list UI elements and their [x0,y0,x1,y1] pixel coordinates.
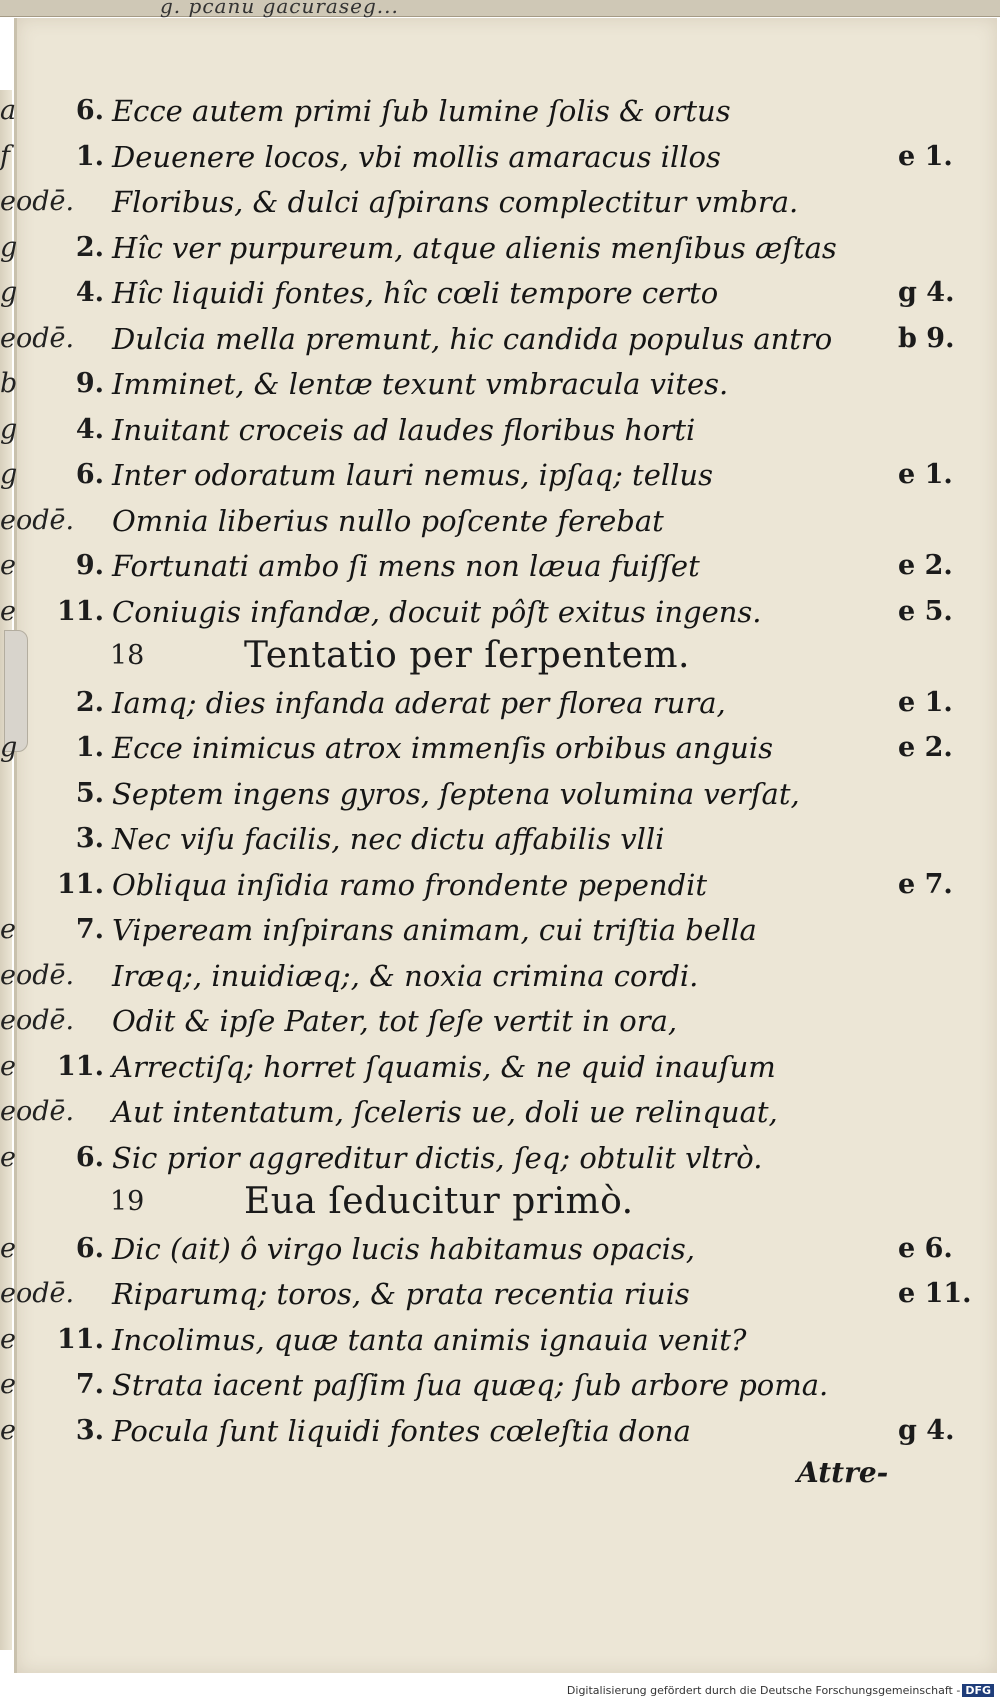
verse-line [0,92,1000,130]
cross-reference: e 2. [898,550,953,581]
line-number: 6. [75,1141,104,1173]
verse-line [0,411,1000,449]
margin-fragment: b [0,368,18,399]
top-page-strip [0,0,1000,17]
verse-line [0,1002,1000,1040]
margin-fragment: e [0,1369,16,1400]
line-number: 4. [75,413,104,445]
verse-text: Dulcia mella premunt, hic candida populus antro [112,321,833,356]
cross-reference: e 5. [898,595,953,627]
verse-text: Omnia liberius nullo poſcente ferebat [112,503,664,538]
cross-reference: e 1. [898,140,953,172]
margin-fragment: g [0,277,18,308]
verse-text: Odit & ipſe Pater, tot ſeſe vertit in ora, [112,1004,678,1038]
verse-text: Incolimus, quæ tanta animis ignauia venit? [112,1322,747,1357]
verse-text: Hîc ver purpureum, atque alienis menſibus æſtas [112,230,837,265]
verse-line [0,1366,1000,1404]
verse-line [0,957,1000,995]
verse-line [0,274,1000,312]
margin-fragment: e [0,1141,16,1173]
section-number: 18 [110,640,145,671]
catchword: Attre- [797,1456,889,1489]
verse-text: Pocula ſunt liquidi fontes cœleſtia dona [112,1413,691,1448]
section-heading [0,1180,1000,1224]
margin-fragment: eodē. [0,1096,75,1127]
verse-line [0,866,1000,904]
verse-line [0,1093,1000,1131]
cross-reference: e 7. [898,868,953,900]
verse-line [0,456,1000,494]
line-number: 9. [75,550,104,581]
line-number: 7. [75,1369,104,1400]
verse-line [0,1275,1000,1313]
verse-line [0,547,1000,585]
verse-text: Vipeream inſpirans animam, cui triſtia bella [112,913,757,947]
section-number: 19 [110,1186,145,1217]
dfg-logo: DFG [962,1684,994,1697]
line-number: 7. [75,914,104,945]
verse-text: Iræq;, inuidiæq;, & noxia crimina cordi. [112,958,699,993]
cross-reference: e 6. [898,1232,953,1264]
verse-line [0,1139,1000,1177]
verse-text: Floribus, & dulci aſpirans complectitur vmbra. [112,185,799,219]
line-number: 11. [57,595,104,627]
section-title: Tentatio per ſerpentem. [244,635,690,676]
line-number: 1. [75,140,104,172]
margin-fragment: g [0,413,18,445]
margin-fragment: e [0,1323,16,1355]
line-number: 11. [57,868,104,900]
line-number: 6. [75,95,104,126]
margin-fragment: e [0,1414,16,1446]
line-number: 11. [57,1323,104,1355]
verse-text: Dic (ait) ô virgo lucis habitamus opacis, [112,1231,696,1266]
line-number: 2. [75,686,104,718]
line-number: 3. [75,1414,104,1446]
line-number: 6. [75,1232,104,1264]
line-number: 2. [75,231,104,263]
line-number: 6. [75,459,104,490]
verse-text: Iamq; dies infanda aderat per florea rura, [112,685,726,720]
credit-text: Digitalisierung gefördert durch die Deutsche Forschungsgemeinschaft - [566,1684,961,1697]
margin-fragment: e [0,595,16,627]
margin-fragment: f [0,140,10,172]
verse-line [0,593,1000,631]
verse-line [0,1230,1000,1268]
cross-reference: b 9. [898,322,955,354]
line-number: 1. [75,732,104,763]
verse-text: Obliqua inſidia ramo frondente pependit [112,867,708,902]
verse-line [0,684,1000,722]
verse-text: Ecce inimicus atrox immenſis orbibus anguis [112,731,773,765]
verse-line [0,365,1000,403]
verse-text: Riparumq; toros, & prata recentia riuis [112,1277,690,1311]
verse-line [0,911,1000,949]
line-number: 4. [75,277,104,308]
verse-line [0,1048,1000,1086]
verse-line [0,320,1000,358]
verse-text: Septem ingens gyros, ſeptena volumina verſat, [112,776,800,811]
margin-fragment: e [0,1050,16,1082]
verse-text: Aut intentatum, ſceleris ue, doli ue relinquat, [112,1095,778,1129]
verse-line [0,775,1000,813]
section-title: Eua ſeducitur primò. [244,1181,634,1222]
margin-fragment: g [0,459,18,490]
verse-text: Deuenere locos, vbi mollis amaracus illos [112,139,721,174]
verse-text: Sic prior aggreditur dictis, ſeq; obtulit vltrò. [112,1140,763,1175]
verse-text: Inuitant croceis ad laudes floribus horti [112,412,696,447]
verse-line [0,820,1000,858]
margin-fragment: eodē. [0,186,75,217]
margin-fragment: g [0,732,18,763]
verse-text: Arrectiſq; horret ſquamis, & ne quid inauſum [112,1049,776,1084]
margin-fragment: e [0,550,16,581]
margin-fragment: g [0,231,18,263]
margin-fragment: eodē. [0,1005,75,1036]
verse-text: Strata iacent paſſim ſua quæq; ſub arbore poma. [112,1368,829,1402]
verse-text: Ecce autem primi ſub lumine ſolis & ortus [112,94,731,128]
verse-text: Coniugis infandæ, docuit pôſt exitus ingens. [112,594,762,629]
cross-reference: e 1. [898,686,953,718]
cross-reference: e 2. [898,732,953,763]
verse-line [0,183,1000,221]
verse-line [0,1321,1000,1359]
margin-fragment: eodē. [0,1278,75,1309]
line-number: 3. [75,823,104,854]
top-fragment-text: g. pcanu gacuraseg... [160,0,399,18]
margin-fragment: a [0,95,17,126]
cross-reference: e 11. [898,1278,972,1309]
section-heading [0,634,1000,678]
line-number: 9. [75,368,104,399]
verse-text: Inter odoratum lauri nemus, ipſaq; tellus [112,458,713,492]
verse-text: Hîc liquidi fontes, hîc cœli tempore certo [112,276,719,310]
verse-line [0,138,1000,176]
verse-text: Nec viſu facilis, nec dictu affabilis vlli [112,822,665,856]
verse-text: Fortunati ambo ſi mens non læua fuiſſet [112,549,700,583]
margin-fragment: e [0,914,16,945]
verse-text: Imminet, & lentæ texunt vmbracula vites. [112,367,729,401]
cross-reference: e 1. [898,459,953,490]
verse-line [0,502,1000,540]
digitization-credit [567,1684,994,1697]
line-number: 11. [57,1050,104,1082]
verse-line [0,229,1000,267]
margin-fragment: e [0,1232,16,1264]
verse-line [0,1412,1000,1450]
margin-fragment: eodē. [0,959,75,991]
cross-reference: g 4. [898,277,955,308]
margin-fragment: eodē. [0,504,75,536]
cross-reference: g 4. [898,1414,955,1446]
margin-fragment: eodē. [0,322,75,354]
line-number: 5. [75,777,104,809]
verse-line [0,729,1000,767]
